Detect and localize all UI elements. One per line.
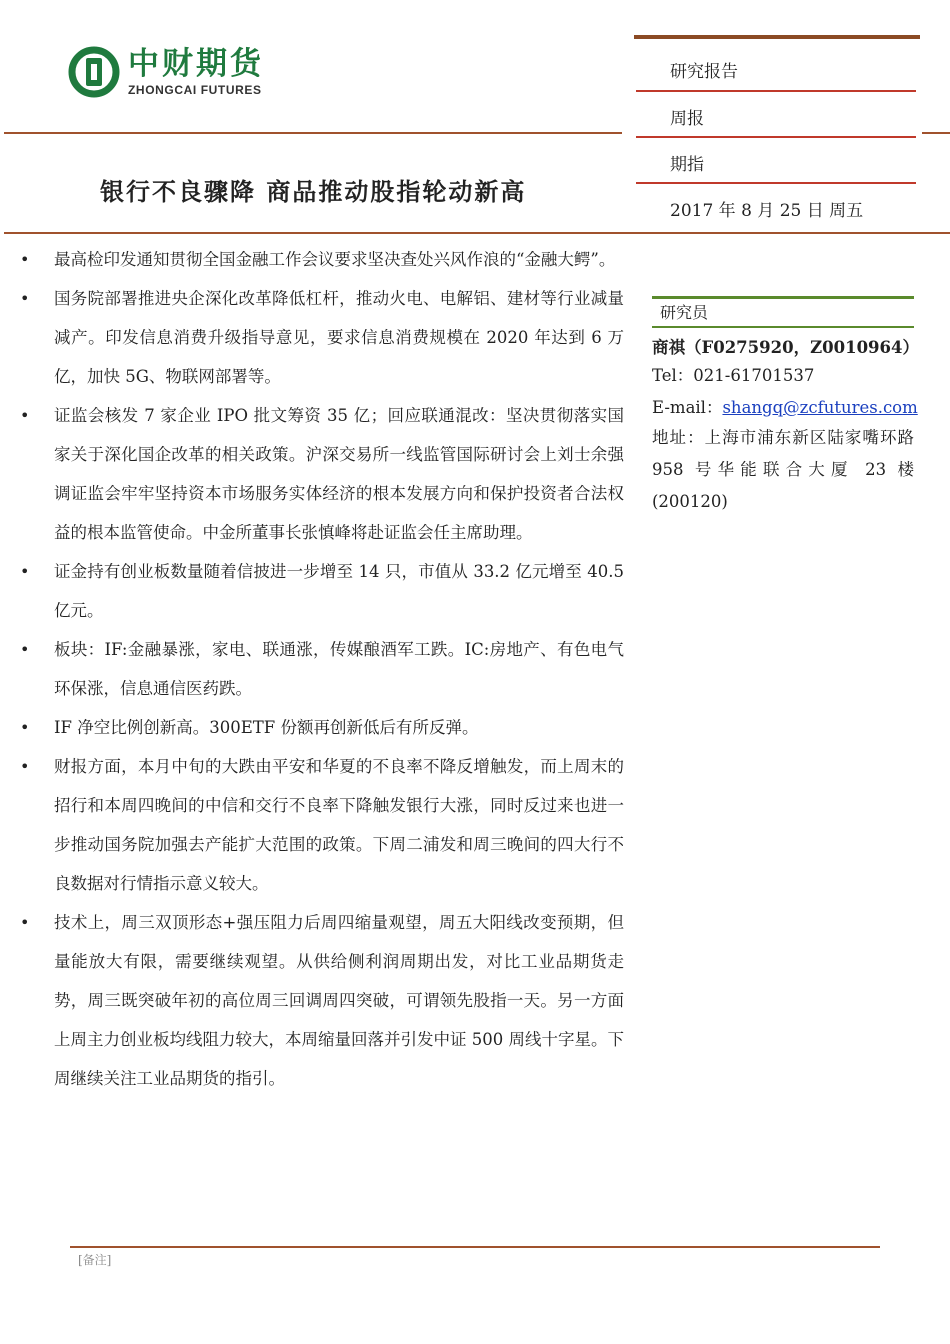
bullet-text: 国务院部署推进央企深化改革降低杠杆，推动火电、电解铝、建材等行业减量减产。印发信息消费升级指导意见，要求信息消费规模在 2020 年达到 6 万亿，加快 5G、物联网部署等。 — [54, 289, 624, 386]
company-logo — [68, 46, 264, 98]
report-title: 银行不良骤降 商品推动股指轮动新高 — [100, 178, 527, 206]
bullet-dot-icon: • — [20, 757, 30, 776]
researcher-heading: 研究员 — [652, 296, 914, 328]
report-date: 2017 年 8 月 25 日 周五 — [670, 201, 864, 221]
bullet-item — [18, 279, 624, 396]
logo-english-name: ZHONGCAI FUTURES — [128, 83, 262, 97]
logo-chinese-name: 中财期货 — [128, 46, 264, 82]
bullet-item — [18, 552, 624, 630]
bullet-dot-icon: • — [20, 250, 30, 269]
logo-coin-icon — [68, 46, 120, 98]
bullet-dot-icon: • — [20, 562, 30, 581]
researcher-panel — [652, 296, 919, 518]
bullet-dot-icon: • — [20, 913, 30, 932]
phone-label: Tel： — [652, 366, 694, 385]
header-top-rule — [634, 35, 920, 39]
footnote: [备注] — [78, 1253, 112, 1267]
email-label: E-mail： — [652, 398, 723, 417]
researcher-name: 商祺（F0275920，Z0010964） — [652, 338, 919, 357]
footer-rule — [70, 1246, 880, 1248]
phone-number: 021-61701537 — [693, 366, 815, 385]
researcher-email — [652, 392, 918, 424]
bullet-item — [18, 630, 624, 708]
bullet-dot-icon: • — [20, 289, 30, 308]
header-bottom-rule — [4, 232, 950, 234]
bullet-item — [18, 396, 624, 552]
header-right-rule — [922, 132, 950, 134]
bullet-text: 技术上，周三双顶形态+强压阻力后周四缩量观望，周五大阳线改变预期，但量能放大有限，需要继续观望。从供给侧利润周期出发，对比工业品期货走势，周三既突破年初的高位周三回调周四突破，可谓领先股指一天。另一方面上周主力创业板均线阻力较大，本周缩量回落并引发中证 500 周线十字星。下周继续关注工业品期货的指引。 — [54, 913, 624, 1088]
report-type-box — [636, 40, 916, 92]
date-box — [636, 184, 916, 228]
report-category: 期指 — [670, 155, 704, 175]
header-left-rule — [4, 132, 622, 134]
category-box — [636, 138, 916, 184]
email-link[interactable]: shangq@zcfutures.com — [722, 398, 918, 417]
bullet-item — [18, 240, 624, 279]
bullet-text: IF 净空比例创新高。300ETF 份额再创新低后有所反弹。 — [54, 718, 479, 737]
bullet-dot-icon: • — [20, 640, 30, 659]
summary-bullet-list — [18, 240, 624, 1098]
report-type: 研究报告 — [670, 62, 738, 82]
bullet-text: 证金持有创业板数量随着信披进一步增至 14 只，市值从 33.2 亿元增至 40.5 亿元。 — [54, 562, 624, 620]
bullet-text: 证监会核发 7 家企业 IPO 批文筹资 35 亿；回应联通混改：坚决贯彻落实国家关于深化国企改革的相关政策。沪深交易所一线监管国际研讨会上刘士余强调证监会牢牢坚持资本市场服务实体经济的根本发展方向和保护投资者合法权益的根本监管使命。中金所董事长张慎峰将赴证监会任主席助理。 — [54, 406, 624, 542]
researcher-address: 地址：上海市浦东新区陆家嘴环路 958 号华能联合大厦 23 楼 (200120) — [652, 428, 914, 511]
bullet-item — [18, 903, 624, 1098]
bullet-item — [18, 708, 624, 747]
bullet-text: 板块：IF:金融暴涨，家电、联通涨，传媒酿酒军工跌。IC:房地产、有色电气环保涨，信息通信医药跌。 — [54, 640, 624, 698]
frequency-box — [636, 92, 916, 138]
bullet-dot-icon: • — [20, 406, 30, 425]
bullet-dot-icon: • — [20, 718, 30, 737]
report-frequency: 周报 — [670, 109, 704, 129]
researcher-phone — [652, 360, 914, 392]
bullet-item — [18, 747, 624, 903]
bullet-text: 最高检印发通知贯彻全国金融工作会议要求坚决查处兴风作浪的“金融大鳄”。 — [54, 250, 616, 269]
bullet-text: 财报方面，本月中旬的大跌由平安和华夏的不良率不降反增触发，而上周末的招行和本周四晚间的中信和交行不良率下降触发银行大涨，同时反过来也进一步推动国务院加强去产能扩大范围的政策。下周二浦发和周三晚间的四大行不良数据对行情指示意义较大。 — [54, 757, 624, 893]
